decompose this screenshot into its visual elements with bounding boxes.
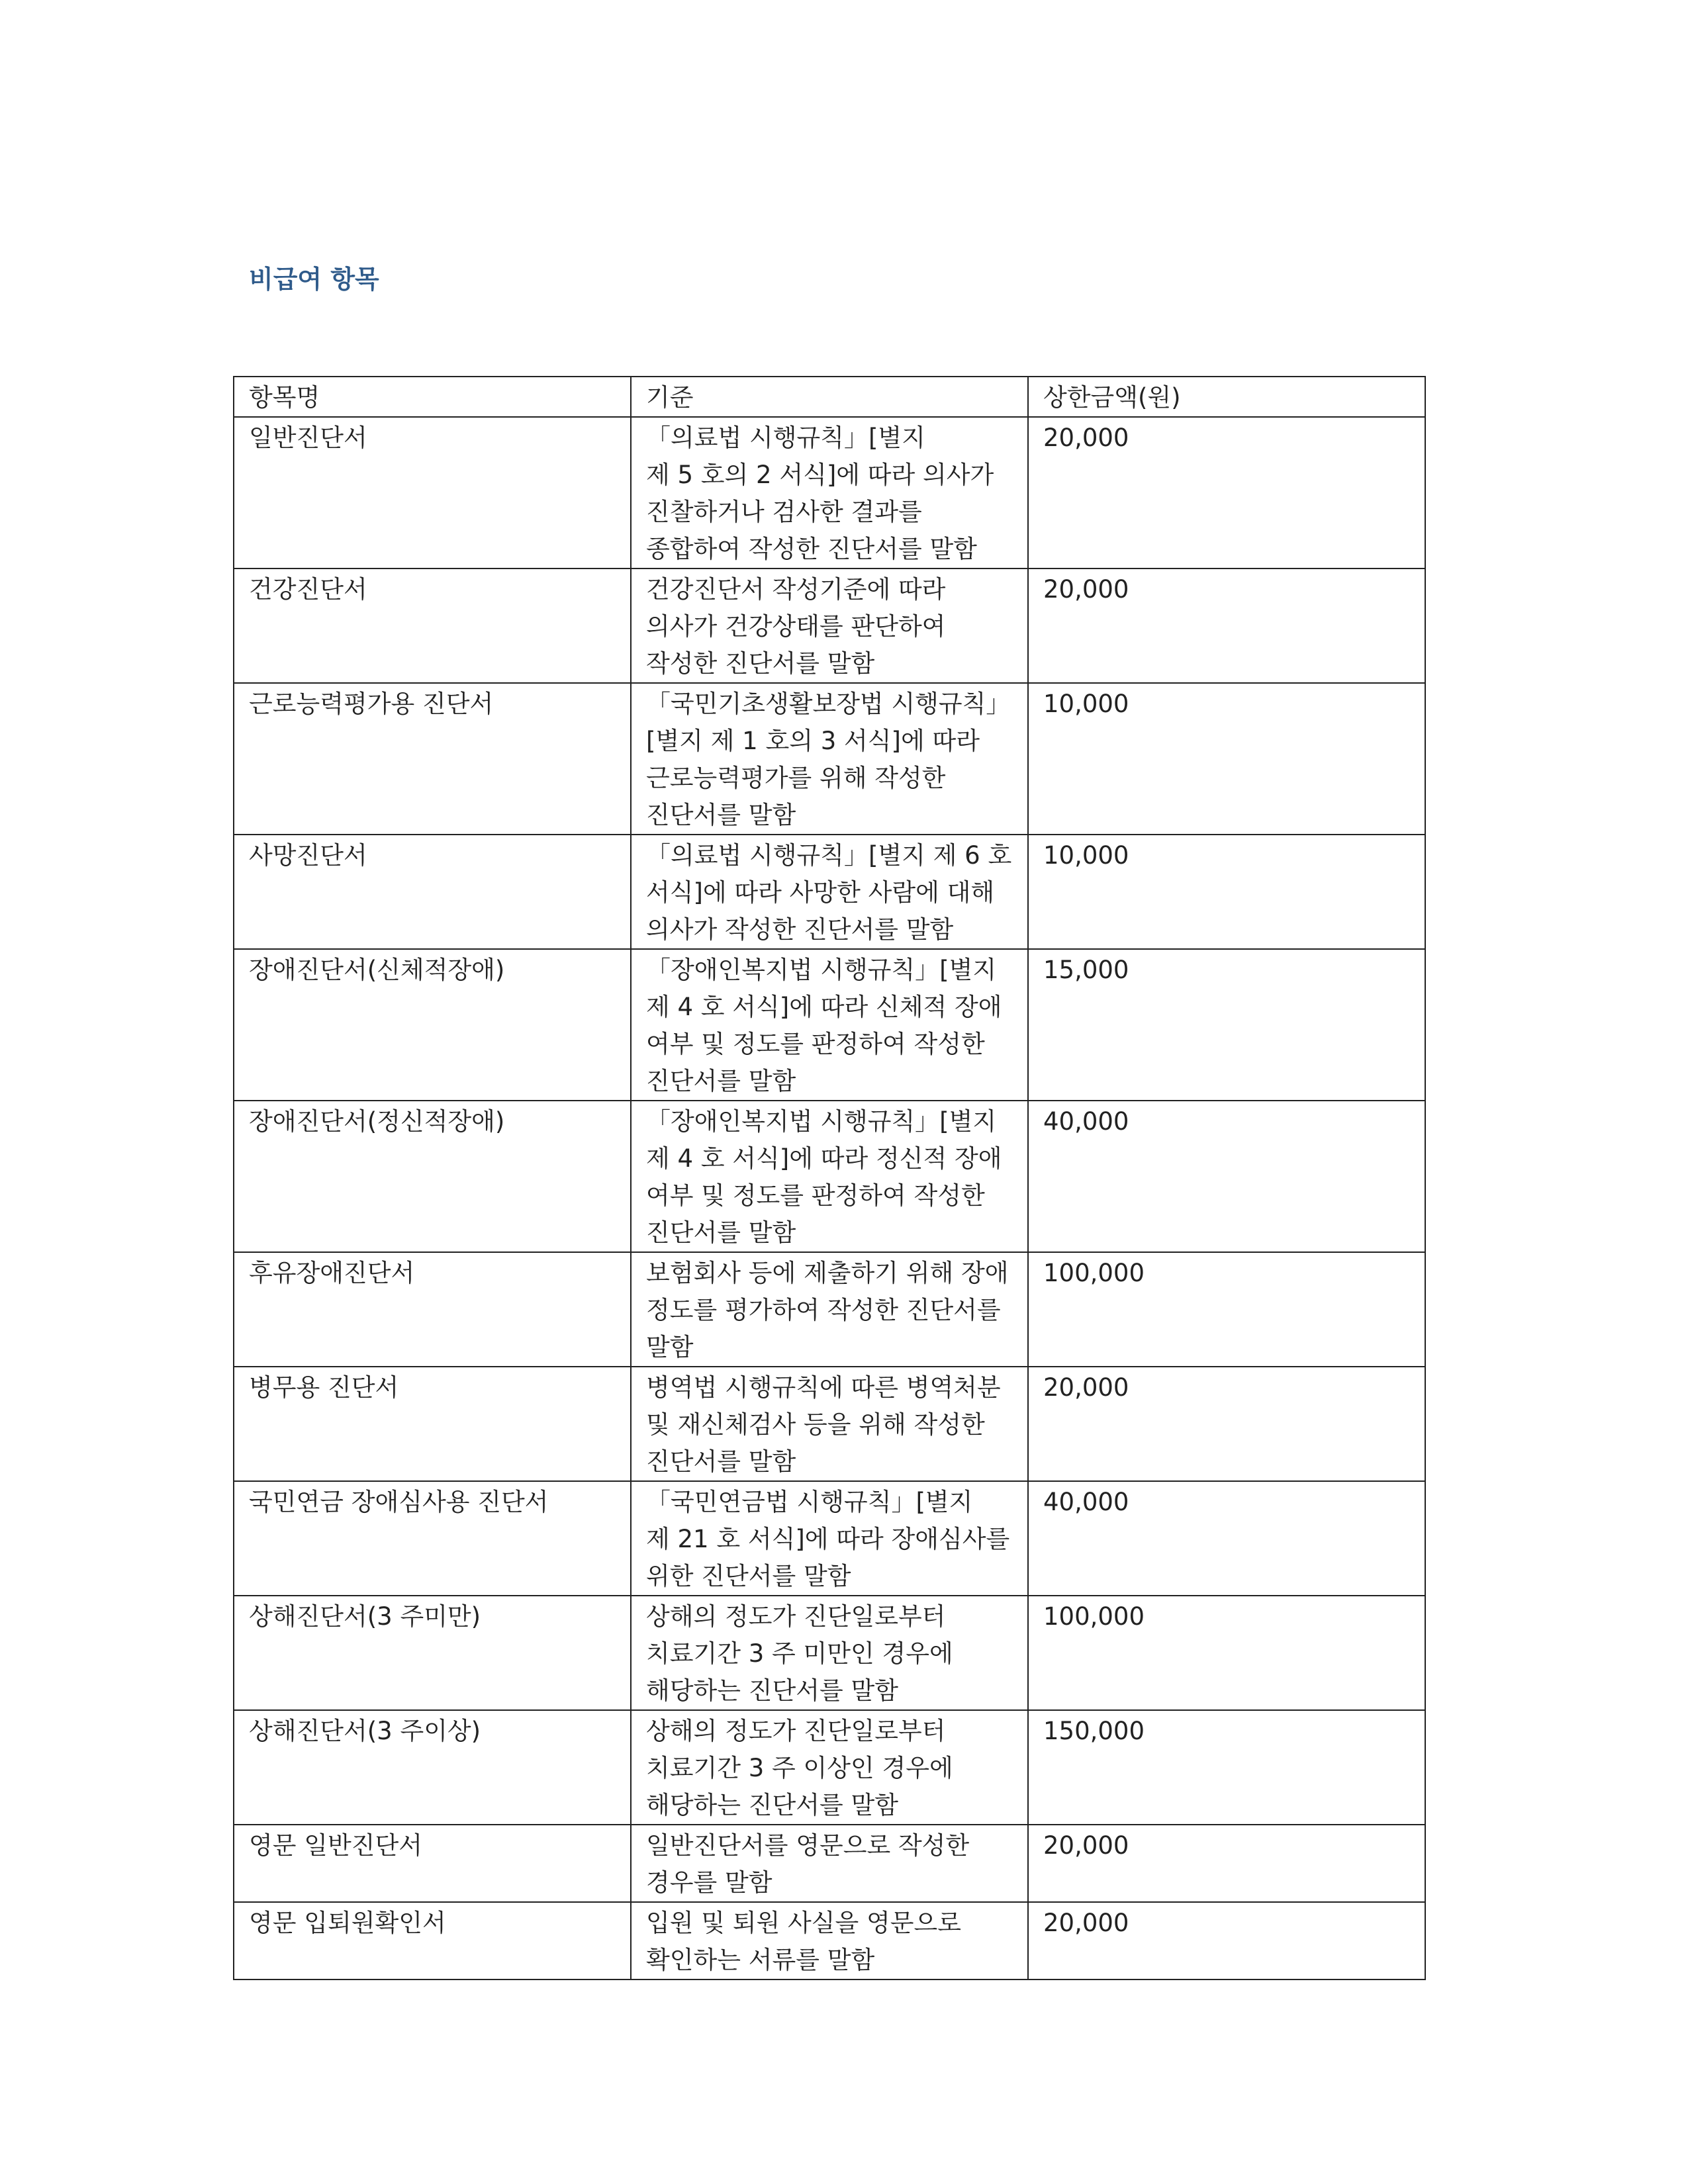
criteria-cell: 상해의 정도가 진단일로부터 치료기간 3 주 미만인 경우에 해당하는 진단서를 말함 [631, 1596, 1028, 1710]
table-header-row [234, 377, 1425, 417]
max-amount-cell: 40,000 [1028, 1101, 1425, 1252]
max-amount-cell: 10,000 [1028, 683, 1425, 835]
fee-table [233, 376, 1426, 1980]
criteria-cell: 「국민기초생활보장법 시행규칙」 [별지 제 1 호의 3 서식]에 따라 근로능력평가를 위해 작성한 진단서를 말함 [631, 683, 1028, 835]
item-name-cell: 영문 입퇴원확인서 [234, 1902, 631, 1979]
item-name-cell: 근로능력평가용 진단서 [234, 683, 631, 835]
max-amount-cell: 40,000 [1028, 1481, 1425, 1596]
criteria-cell: 「국민연금법 시행규칙」[별지 제 21 호 서식]에 따라 장애심사를 위한 진단서를 말함 [631, 1481, 1028, 1596]
table-body [234, 377, 1425, 1979]
header-max-amount: 상한금액(원) [1028, 377, 1425, 417]
max-amount-cell: 20,000 [1028, 1825, 1425, 1902]
max-amount-cell: 100,000 [1028, 1252, 1425, 1367]
item-name-cell: 장애진단서(정신적장애) [234, 1101, 631, 1252]
criteria-cell: 입원 및 퇴원 사실을 영문으로 확인하는 서류를 말함 [631, 1902, 1028, 1979]
table-row [234, 569, 1425, 683]
criteria-cell: 「장애인복지법 시행규칙」[별지 제 4 호 서식]에 따라 신체적 장애 여부 및 정도를 판정하여 작성한 진단서를 말함 [631, 949, 1028, 1101]
item-name-cell: 건강진단서 [234, 569, 631, 683]
max-amount-cell: 20,000 [1028, 417, 1425, 569]
criteria-cell: 일반진단서를 영문으로 작성한 경우를 말함 [631, 1825, 1028, 1902]
item-name-cell: 상해진단서(3 주이상) [234, 1710, 631, 1825]
table-row [234, 1902, 1425, 1979]
max-amount-cell: 100,000 [1028, 1596, 1425, 1710]
item-name-cell: 장애진단서(신체적장애) [234, 949, 631, 1101]
table-row [234, 1596, 1425, 1710]
header-item-name: 항목명 [234, 377, 631, 417]
item-name-cell: 병무용 진단서 [234, 1367, 631, 1481]
criteria-cell: 「의료법 시행규칙」[별지 제 5 호의 2 서식]에 따라 의사가 진찰하거나 검사한 결과를 종합하여 작성한 진단서를 말함 [631, 417, 1028, 569]
criteria-cell: 병역법 시행규칙에 따른 병역처분 및 재신체검사 등을 위해 작성한 진단서를 말함 [631, 1367, 1028, 1481]
criteria-cell: 「장애인복지법 시행규칙」[별지 제 4 호 서식]에 따라 정신적 장애 여부 및 정도를 판정하여 작성한 진단서를 말함 [631, 1101, 1028, 1252]
table-row [234, 1252, 1425, 1367]
table-row [234, 1710, 1425, 1825]
max-amount-cell: 20,000 [1028, 1902, 1425, 1979]
table-row [234, 835, 1425, 949]
item-name-cell: 국민연금 장애심사용 진단서 [234, 1481, 631, 1596]
table-row [234, 1101, 1425, 1252]
table-row [234, 1825, 1425, 1902]
max-amount-cell: 15,000 [1028, 949, 1425, 1101]
item-name-cell: 일반진단서 [234, 417, 631, 569]
item-name-cell: 상해진단서(3 주미만) [234, 1596, 631, 1710]
table-row [234, 949, 1425, 1101]
criteria-cell: 보험회사 등에 제출하기 위해 장애 정도를 평가하여 작성한 진단서를 말함 [631, 1252, 1028, 1367]
max-amount-cell: 150,000 [1028, 1710, 1425, 1825]
max-amount-cell: 10,000 [1028, 835, 1425, 949]
item-name-cell: 사망진단서 [234, 835, 631, 949]
criteria-cell: 상해의 정도가 진단일로부터 치료기간 3 주 이상인 경우에 해당하는 진단서를 말함 [631, 1710, 1028, 1825]
table-row [234, 1481, 1425, 1596]
max-amount-cell: 20,000 [1028, 569, 1425, 683]
table-row [234, 683, 1425, 835]
table-row [234, 1367, 1425, 1481]
table-row [234, 417, 1425, 569]
page-heading: 비급여 항목 [249, 265, 379, 294]
criteria-cell: 건강진단서 작성기준에 따라 의사가 건강상태를 판단하여 작성한 진단서를 말함 [631, 569, 1028, 683]
item-name-cell: 후유장애진단서 [234, 1252, 631, 1367]
max-amount-cell: 20,000 [1028, 1367, 1425, 1481]
criteria-cell: 「의료법 시행규칙」[별지 제 6 호 서식]에 따라 사망한 사람에 대해 의사가 작성한 진단서를 말함 [631, 835, 1028, 949]
header-criteria: 기준 [631, 377, 1028, 417]
item-name-cell: 영문 일반진단서 [234, 1825, 631, 1902]
